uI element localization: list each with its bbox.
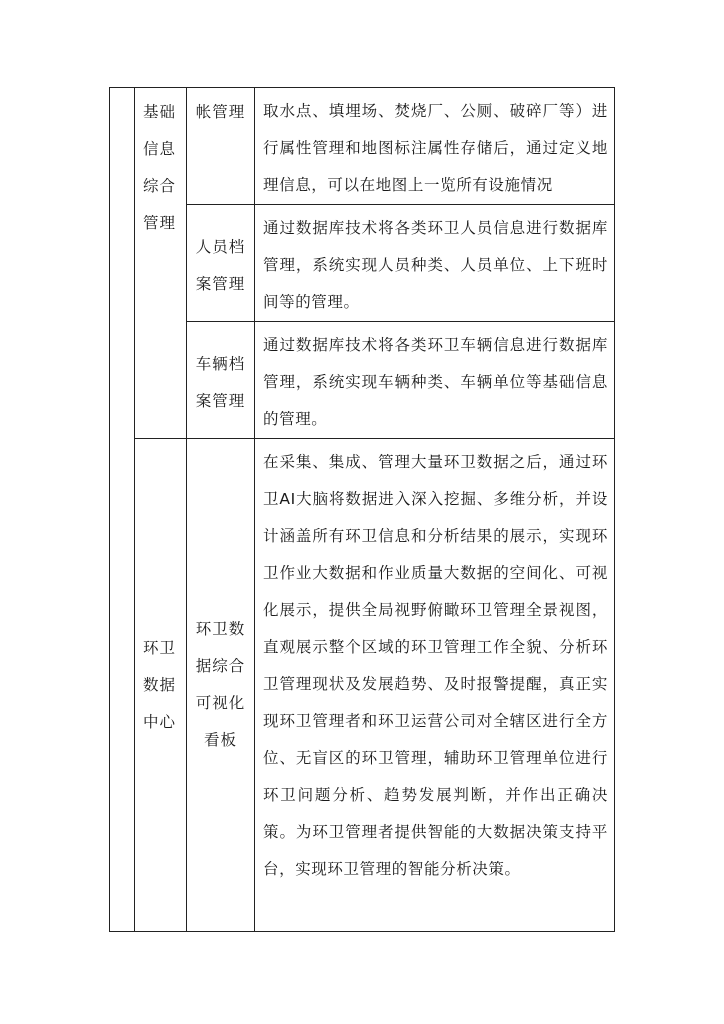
description-cell-dashboard: 在采集、集成、管理大量环卫数据之后，通过环卫AI大脑将数据进入深入挖掘、多维分析，并设计涵盖所有环卫信息和分析结果的展示，实现环卫作业大数据和作业质量大数据的空间化、可视化展示，提供全局视野俯瞰环卫管理全景视图，直观展示整个区域的环卫管理工作全貌、分析环卫管理现状及发展趋势、及时报警提醒，真正实现环卫管理者和环卫运营公司对全辖区进行全方位、无盲区的环卫管理，辅助环卫管理单位进行环卫问题分析、趋势发展判断，并作出正确决策。为环卫管理者提供智能的大数据决策支持平台，实现环卫管理的智能分析决策。 [255,439,615,932]
subcategory-line: 帐管理 [195,103,246,121]
description-cell-ledger: 取水点、填埋场、焚烧厂、公厕、破碎厂等）进行属性管理和地图标注属性存储后，通过定义地理信息，可以在地图上一览所有设施情况 [255,88,615,205]
subcategory-line: 案管理 [195,392,246,410]
subcategory-cell-ledger [187,88,255,205]
category-cell-basic-info [135,88,187,439]
subcategory-line: 案管理 [195,275,246,293]
subcategory-line: 据综合 [195,657,246,675]
subcategory-cell-dashboard [187,439,255,932]
left-margin-cell [110,88,135,932]
facility-management-table [109,87,615,932]
subcategory-line: 人员档 [195,238,246,256]
category-line: 数据 [143,675,177,694]
category-line: 中心 [143,712,177,731]
subcategory-line: 看板 [203,731,237,749]
table-row [110,88,615,205]
table-row [110,439,615,932]
category-line: 基础 [143,103,177,121]
category-line: 信息 [143,140,177,158]
category-line: 环卫 [143,638,177,657]
category-line: 综合 [143,177,177,195]
description-cell-vehicle: 通过数据库技术将各类环卫车辆信息进行数据库管理，系统实现车辆种类、车辆单位等基础信息的管理。 [255,322,615,439]
subcategory-line: 可视化 [195,694,246,712]
subcategory-cell-vehicle [187,322,255,439]
category-line: 管理 [143,214,177,232]
subcategory-line: 环卫数 [195,620,246,638]
category-cell-data-center [135,439,187,932]
description-cell-personnel: 通过数据库技术将各类环卫人员信息进行数据库管理，系统实现人员种类、人员单位、上下班时间等的管理。 [255,205,615,322]
subcategory-cell-personnel [187,205,255,322]
subcategory-line: 车辆档 [195,355,246,373]
